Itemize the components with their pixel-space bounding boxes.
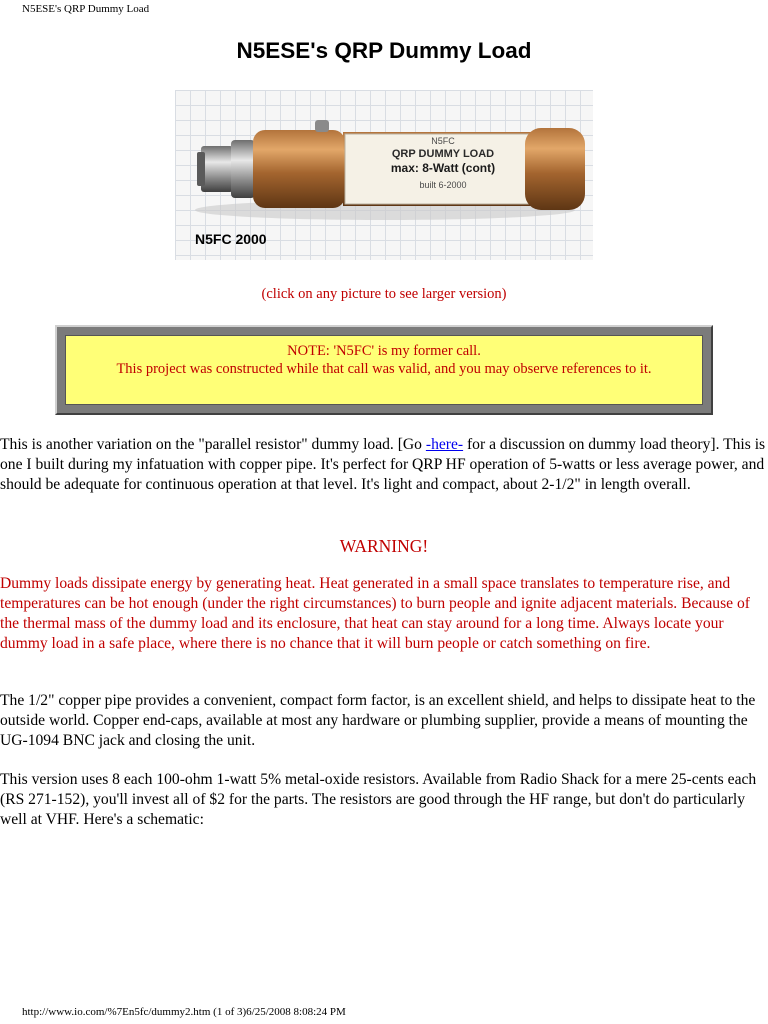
photo-label-line4: built 6-2000 [419, 180, 467, 190]
photo-caption: N5FC 2000 [195, 231, 267, 247]
note-line-project: This project was constructed while that call was valid, and you may observe references to it. [116, 361, 652, 377]
click-picture-note: (click on any picture to see larger version) [261, 286, 507, 302]
note-line-former-call: NOTE: 'N5FC' is my former call. [287, 343, 481, 359]
intro-text-start: This is another variation on the "parallel resistor" dummy load. [Go [0, 436, 426, 453]
photo-label-line1: N5FC [431, 136, 455, 146]
photo-label-line2: QRP DUMMY LOAD [391, 148, 495, 160]
photo-label-line3: max: 8-Watt (cont) [390, 161, 496, 175]
print-header: N5ESE's QRP Dummy Load [22, 3, 150, 15]
note-box [55, 325, 713, 415]
note-box-inner [65, 335, 703, 405]
warning-heading: WARNING! [339, 536, 429, 556]
intro-paragraph [0, 435, 768, 495]
dummy-load-theory-link[interactable]: -here- [425, 436, 464, 453]
dummy-load-photo[interactable] [175, 90, 593, 260]
warning-paragraph: Dummy loads dissipate energy by generating heat. Heat generated in a small space translates to temperature rise, and temperatures can be hot enough (under the right circumstances) to burn people and ignite adjacent materials. Because of the thermal mass of the dummy load and its enclosure, that heat can stay around for a long time. Always locate your dummy load in a safe place, where there is no chance that it will burn people or catch something on fire. [0, 575, 750, 652]
page-title: N5ESE's QRP Dummy Load [236, 38, 532, 63]
intro-text-rest: for a discussion on dummy load theory]. This is one I built during my infatuation with copper pipe. It's perfect for QRP HF operation of 5-watts or less average power, and should be adequate for continuous operation at that level. It's light and compact, about 2-1/2" in length overall. [0, 436, 766, 493]
copper-pipe-paragraph: The 1/2" copper pipe provides a convenient, compact form factor, is an excellent shield, and helps to dissipate heat to the outside world. Copper end-caps, available at most any hardware or plumbing supplier, provide a means of mounting the UG-1094 BNC jack and closing the unit. [0, 692, 756, 749]
print-footer: http://www.io.com/%7En5fc/dummy2.htm (1 of 3)6/25/2008 8:08:24 PM [22, 1006, 346, 1018]
resistors-paragraph: This version uses 8 each 100-ohm 1-watt 5% metal-oxide resistors. Available from Radio Shack for a mere 25-cents each (RS 271-152), you'll invest all of $2 for the parts. The resistors are good through the HF range, but don't do particularly well at VHF. Here's a schematic: [0, 771, 757, 828]
dummy-load-illustration [175, 90, 593, 260]
